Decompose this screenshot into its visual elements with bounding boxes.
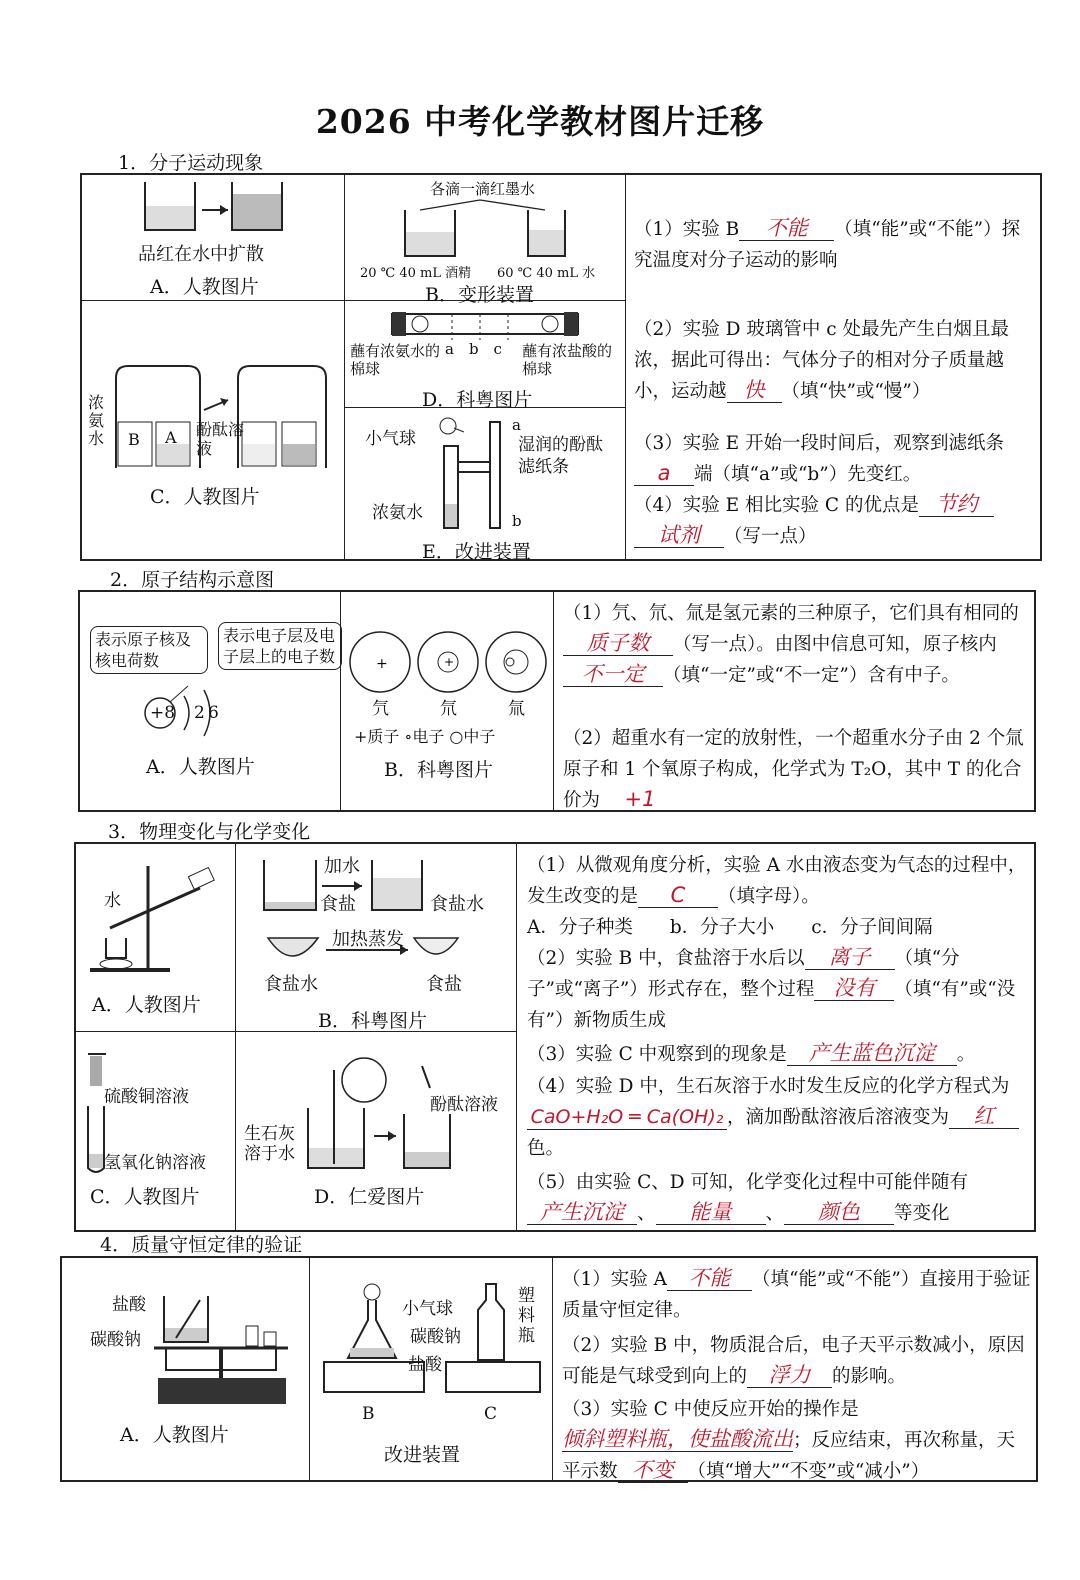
s3-q5-answer-3: 颜色	[784, 1200, 894, 1225]
s1-q1: （1）实验 B 不能 （填“能”或“不能”）探究温度对分子运动的影响	[634, 216, 1021, 271]
nucleus-callout: 表示原子核及核电荷数	[90, 626, 208, 674]
abc-label: a b c	[445, 340, 502, 358]
page-title: 2026 中考化学教材图片迁移	[315, 102, 765, 141]
s1-q2: （2）实验 D 玻璃管中 c 处最先产生白烟且最浓，据此可得出：气体分子的相对分子质量越小，运动越 快 （填“快”或“慢”）	[634, 319, 1009, 402]
s4-q2-answer: 浮力	[747, 1363, 832, 1388]
s2-q2-answer: +1	[600, 787, 680, 812]
s1-q4-answer-1: 节约	[919, 492, 994, 517]
s2-q1: （1）氕、氘、氚是氢元素的三种原子，它们具有相同的质子数 （写一点）。由图中信息可知，原子核内不一定 （填“一定”或“不一定”）含有中子。	[563, 603, 1019, 686]
phenol-label-d: 酚酞溶液	[430, 1095, 498, 1115]
section-1-heading: 1．分子运动现象	[118, 152, 264, 174]
s1-q3-answer: a	[634, 461, 694, 486]
beaker-a-label: A	[165, 428, 177, 447]
svg-text:+: +	[376, 656, 388, 672]
s3-c-caption: C．人教图片	[90, 1186, 200, 1208]
shell-1-count: 2	[194, 703, 205, 723]
salt-label-2: 食盐	[426, 974, 462, 995]
heat-evaporate-label: 加热蒸发	[332, 929, 404, 950]
s4-q3-answer-2: 不变	[618, 1458, 688, 1483]
s1-e-caption: E．改进装置	[422, 541, 531, 563]
s2-a-caption: A．人教图片	[146, 756, 255, 778]
label-b: B	[362, 1404, 375, 1424]
salt-label: 食盐	[320, 894, 356, 915]
s1-q4-answer-2: 试剂	[634, 523, 724, 548]
e-ammonia-label: 浓氨水	[372, 503, 423, 523]
hcl-label-b: 盐酸	[408, 1355, 442, 1375]
s3-q5: （5）由实验 C、D 可知，化学变化过程中可能伴随有产生沉淀 、 能量 、 颜色 等变化	[527, 1172, 969, 1224]
s4-q3-answer-1: 倾斜塑料瓶，使盐酸流出	[562, 1427, 793, 1451]
glass-tube-icon	[392, 310, 578, 340]
s4-q1-answer: 不能	[667, 1266, 752, 1291]
s1-q2-answer: 快	[727, 378, 782, 403]
s3-q1: （1）从微观角度分析，实验 A 水由液态变为气态的过程中，发生改变的是 C （填字母）。	[527, 855, 1027, 907]
sodium-hydroxide-label: 氢氧化钠溶液	[104, 1153, 206, 1173]
balloon-label-b: 小气球	[402, 1299, 453, 1319]
water-label: 60 ℃ 40 mL 水	[497, 266, 596, 281]
carbonate-label-a: 碳酸钠	[90, 1330, 141, 1350]
section-2-heading: 2．原子结构示意图	[110, 569, 275, 591]
s2-q2: （2）超重水有一定的放射性，一个超重水分子由 2 个氚原子和 1 个氧原子构成，化学式为 T₂O，其中 T 的化合价为 +1	[563, 728, 1024, 811]
copper-sulfate-label: 硫酸铜溶液	[104, 1087, 189, 1107]
brine-label: 食盐水	[430, 894, 484, 915]
heating-stand-icon	[90, 858, 220, 978]
e-b-label: b	[512, 512, 522, 530]
alcohol-label: 20 ℃ 40 mL 酒精	[360, 266, 472, 281]
section-3-heading: 3．物理变化与化学变化	[108, 821, 311, 843]
s1-a-caption: A．人教图片	[150, 276, 259, 298]
s3-options: A．分子种类 b．分子大小 c．分子间间隔	[527, 917, 933, 938]
beaker-diffusion-icon	[140, 180, 290, 240]
beaker-b-label: B	[128, 430, 140, 449]
svg-text:+: +	[444, 655, 455, 669]
hcl-cotton-label: 蘸有浓盐酸的棉球	[522, 342, 613, 378]
two-beakers-icon	[400, 196, 570, 260]
conc-ammonia-label: 浓氨水	[88, 393, 105, 448]
label-c: C	[484, 1404, 498, 1424]
s1-q4: （4）实验 E 相比实验 C 的优点是 节约 试剂 （写一点）	[634, 490, 1034, 552]
e-balloon-label: 小气球	[365, 429, 416, 449]
e-a-label: a	[512, 416, 521, 434]
s1-q1-answer: 不能	[739, 216, 834, 241]
section-4-heading: 4．质量守恒定律的验证	[100, 1234, 303, 1256]
nucleus-charge: +8	[150, 703, 176, 723]
s4-q3: （3）实验 C 中使反应开始的操作是倾斜塑料瓶，使盐酸流出；反应结束，再次称量，天平示数 不变 （填“增大”“不变”或“减小”）	[562, 1399, 1016, 1482]
diffusion-label: 品红在水中扩散	[138, 244, 264, 265]
s3-q5-answer-2: 能量	[656, 1200, 766, 1225]
s3-d-caption: D．仁爱图片	[314, 1186, 425, 1208]
s2-b-caption: B．科粤图片	[384, 759, 493, 781]
ammonia-cotton-label: 蘸有浓氨水的棉球	[350, 342, 441, 378]
tritium-label: 氚	[508, 699, 525, 719]
drop-ink-label: 各滴一滴红墨水	[430, 180, 536, 198]
particle-legend: +质子 ∘电子 ○中子	[354, 727, 496, 746]
s3-q1-answer: C	[638, 883, 718, 908]
s3-q4-answer-2: 红	[949, 1104, 1019, 1129]
h-tube-apparatus-icon	[430, 416, 520, 534]
s3-q2-answer-1: 离子	[805, 945, 895, 970]
s3-q3-answer: 产生蓝色沉淀	[787, 1041, 957, 1066]
protium-label: 氕	[372, 699, 389, 719]
water-label-a: 水	[104, 891, 121, 911]
brine-label-2: 食盐水	[264, 974, 318, 995]
s3-b-caption: B．科粤图片	[318, 1010, 427, 1032]
e-paper-label: 湿润的酚酞滤纸条	[518, 435, 603, 477]
add-water-label: 加水	[324, 856, 360, 877]
s1-q3: （3）实验 E 开始一段时间后，观察到滤纸条a 端（填“a”或“b”）先变红。	[634, 433, 1005, 485]
phenolphthalein-label: 酚酞溶液	[196, 420, 245, 458]
deuterium-label: 氘	[440, 699, 457, 719]
carbonate-label-b: 碳酸钠	[410, 1327, 461, 1347]
s1-b-caption: B．变形装置	[425, 284, 534, 306]
quicklime-label: 生石灰溶于水	[244, 1124, 295, 1164]
hcl-label-a: 盐酸	[112, 1295, 146, 1315]
hydrogen-isotopes-icon	[348, 630, 548, 696]
s1-c-caption: C．人教图片	[150, 486, 260, 508]
s3-q4-answer-1: CaO+H₂O ═ Ca(OH)₂	[527, 1105, 727, 1130]
s3-q3: （3）实验 C 中观察到的现象是 产生蓝色沉淀 。	[527, 1041, 976, 1065]
s4-a-caption: A．人教图片	[120, 1424, 229, 1446]
s4-q1: （1）实验 A 不能 （填“能”或“不能”）直接用于验证质量守恒定律。	[562, 1266, 1031, 1321]
s2-q1-answer-2: 不一定	[563, 662, 663, 687]
s3-q4: （4）实验 D 中，生石灰溶于水时发生反应的化学方程式为CaO+H₂O ═ Ca(OH)₂ ，滴加酚酞溶液后溶液变为 红色。	[527, 1071, 1029, 1164]
s3-q2-answer-2: 没有	[814, 976, 894, 1001]
s4-q2: （2）实验 B 中，物质混合后，电子天平示数减小，原因可能是气球受到向上的 浮力 的影响。	[562, 1335, 1025, 1387]
plastic-bottle-label: 塑料瓶	[518, 1286, 535, 1346]
shell-callout: 表示电子层及电子层上的电子数	[218, 622, 342, 670]
shell-2-count: 6	[208, 703, 219, 723]
s2-q1-answer-1: 质子数	[563, 631, 673, 656]
s4-b-caption: 改进装置	[384, 1444, 461, 1466]
s3-q2: （2）实验 B 中，食盐溶于水后以 离子 （填“分子”或“离子”）形式存在，整个过程 没有 （填“有”或“没有”）新物质生成	[527, 945, 1016, 1031]
s3-q5-answer-1: 产生沉淀	[527, 1200, 637, 1225]
s3-a-caption: A．人教图片	[92, 994, 201, 1016]
balance-scale-icon	[148, 1290, 298, 1410]
s1-d-caption: D．科粤图片	[422, 389, 533, 411]
